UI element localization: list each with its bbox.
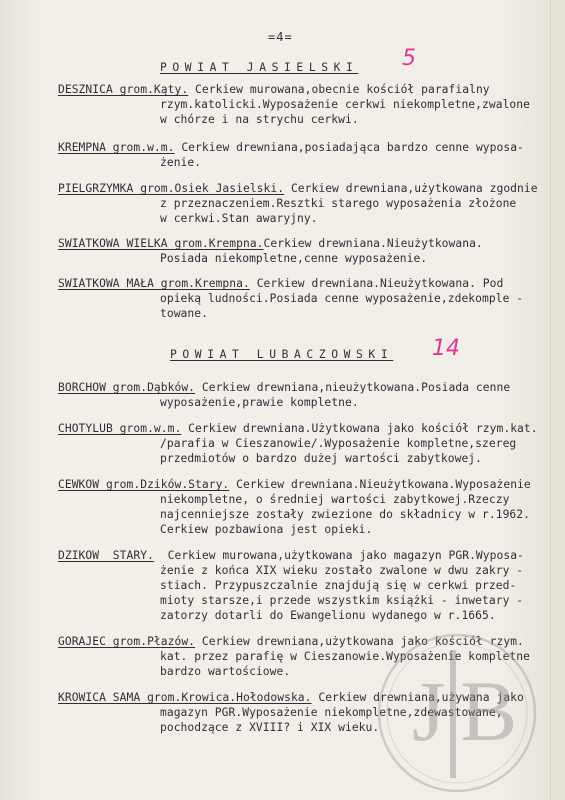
entry-line: w chórze i na strychu cerkwi. bbox=[160, 113, 359, 126]
entry-place-name: SWIATKOWA MAŁA grom.Krempna. bbox=[58, 277, 250, 290]
entry-line: Cerkiew pozbawiona jest opieki. bbox=[160, 523, 373, 536]
page-number: =4= bbox=[268, 30, 293, 44]
entry-place-name: KREMPNA grom.w.m. bbox=[58, 141, 175, 154]
entry-line: przedmiotów o bardzo dużej wartości zabytkowej. bbox=[160, 452, 483, 465]
entry-line: żenie. bbox=[160, 156, 202, 169]
entry-line: Posiada niekompletne,cenne wyposażenie. bbox=[160, 252, 428, 265]
entry-place-name: CHOTYLUB grom.w.m. bbox=[58, 422, 182, 435]
entry-line: /parafia w Cieszanowie/.Wyposażenie kompletne,szereg bbox=[160, 437, 517, 450]
entry-line: stiach. Przypuszczalnie znajdują się w cerkwi przed- bbox=[160, 579, 517, 592]
entry-place-name: CEWKOW grom.Dzików.Stary. bbox=[58, 478, 230, 491]
entry-line-split: Cerkiew drewniana.Nieużytkowana.Wyposażenie bbox=[229, 478, 531, 491]
entry-line: niekompletne, o średniej wartości zabytkowej.Rzeczy bbox=[160, 493, 510, 506]
entry-cewkow bbox=[58, 477, 531, 492]
entry-line: mioty starsze,i przede wszystkim książki - inwetary - bbox=[160, 594, 524, 607]
entry-line: rzym.katolicki.Wyposażenie cerkwi niekompletne,zwalone bbox=[160, 98, 530, 111]
entry-line: towane. bbox=[160, 307, 208, 320]
entry-line: zatorzy dotarli do Ewangelionu wydanego w r.1665. bbox=[160, 609, 496, 622]
section-heading-jasielski: POWIAT JASIELSKI bbox=[160, 61, 359, 74]
entry-line: w cerkwi.Stan awaryjny. bbox=[160, 212, 318, 225]
entry-place-name: DZIKOW STARY. bbox=[58, 549, 154, 562]
archive-watermark-icon bbox=[372, 628, 542, 798]
entry-pielgrzymka: PIELGRZYMKA grom.Osiek Jasielski. Cerkiew drewniana,użytkowana zgodnie bbox=[58, 182, 538, 195]
entry-deszmica: DESZNICA grom.Kąty. Cerkiew murowana,obecnie kościół parafialny bbox=[58, 83, 490, 96]
entry-line: pochodzące z XVIII? i XIX wieku. bbox=[160, 721, 380, 734]
entry-krempna: KREMPNA grom.w.m. Cerkiew drewniana,posiadająca bardzo cenne wyposa- bbox=[58, 141, 524, 154]
watermark-monogram-mark: J bbox=[412, 663, 446, 759]
handwritten-annotation: 5 bbox=[402, 46, 416, 71]
entry-place-name: DESZNICA grom.Kąty. bbox=[58, 83, 189, 96]
section-heading-lubaczowski: POWIAT LUBACZOWSKI bbox=[170, 348, 394, 361]
entry-dzikow-stary: DZIKOW STARY. Cerkiew murowana,użytkowana jako magazyn PGR.Wyposa- bbox=[58, 549, 524, 562]
entry-line: wyposażenie,prawie kompletne. bbox=[160, 396, 359, 409]
entry-line-split: Cerkiew drewniana,używana jako bbox=[311, 691, 524, 704]
entry-place-name: GORAJEC grom.Płazów. bbox=[58, 635, 196, 648]
entry-place-name: SWIATKOWA WIELKA grom.Krempna. bbox=[58, 237, 264, 250]
entry-place-name: BORCHOW grom.Dąbków. bbox=[58, 381, 196, 394]
entry-chotylub: CHOTYLUB grom.w.m. Cerkiew drewniana.Użytkowana jako kościół rzym.kat. bbox=[58, 422, 538, 435]
entry-borchow: BORCHOW grom.Dąbków. Cerkiew drewniana,nieużytkowana.Posiada cenne bbox=[58, 381, 511, 394]
entry-line: z przeznaczeniem.Resztki starego wyposażenia złożone bbox=[160, 197, 517, 210]
handwritten-annotation: 14 bbox=[432, 336, 460, 361]
entry-swiatkowa-mala: SWIATKOWA MAŁA grom.Krempna. Cerkiew drewniana.Nieużytkowana. Pod bbox=[58, 277, 504, 290]
entry-line: kat. przez parafię w Cieszanowie.Wyposażenie kompletne bbox=[160, 650, 530, 663]
entry-place-name: PIELGRZYMKA grom.Osiek Jasielski. bbox=[58, 182, 285, 195]
svg-text:B: B bbox=[460, 663, 518, 759]
entry-line: żenie z końca XIX wieku zostało zwalone w dwu zakry - bbox=[160, 564, 524, 577]
entry-line: opieką ludności.Posiada cenne wyposażenie,zdekomple - bbox=[160, 292, 524, 305]
entry-line: bardzo wartościowe. bbox=[160, 665, 291, 678]
entry-gorajec: GORAJEC grom.Płazów. Cerkiew drewniana,użytkowana jako kościół rzym. bbox=[58, 635, 524, 648]
entry-swiatkowa-wielka: SWIATKOWA WIELKA grom.Krempna.Cerkiew drewniana.Nieużytkowana. bbox=[58, 237, 483, 250]
paper-fold bbox=[550, 0, 551, 800]
entry-line: magazyn PGR.Wyposażenie niekompletne,zdewastowane, bbox=[160, 706, 503, 719]
entry-line: najcenniejsze zostały zwiezione do składnicy w r.1962. bbox=[160, 508, 530, 521]
entry-place-name: KROWICA SAMA grom.Krowica.Hołodowska. bbox=[58, 691, 312, 704]
